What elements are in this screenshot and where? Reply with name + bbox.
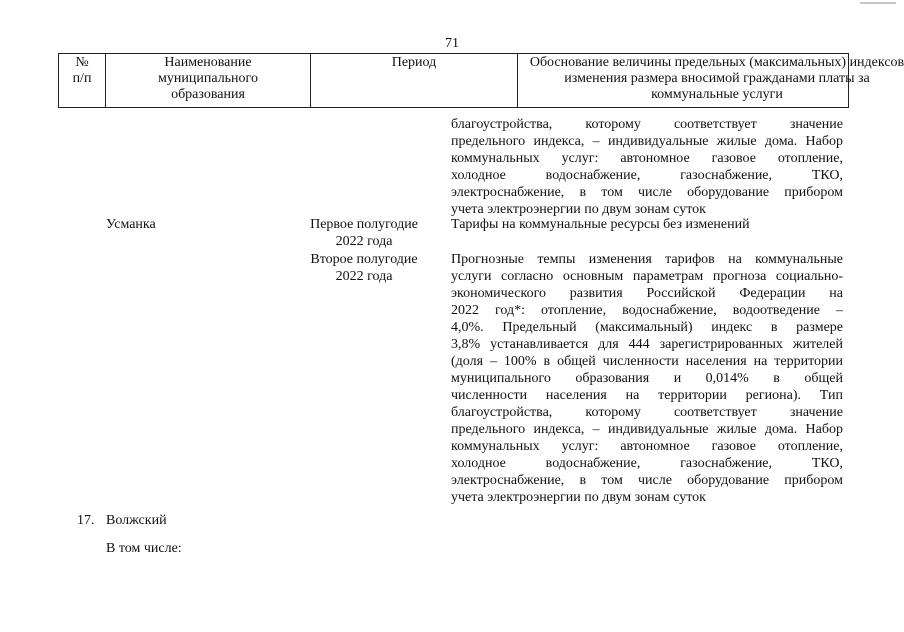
basis-line: 4,0%. Предельный (максимальный) индекс в размере bbox=[451, 320, 843, 335]
header-num bbox=[59, 54, 106, 108]
continuation-line: холодное водоснабжение, газоснабжение, ТКО, bbox=[451, 168, 843, 183]
header-period bbox=[311, 54, 518, 108]
continuation-text bbox=[451, 116, 843, 218]
basis-line: учета электроэнергии по двум зонам суток bbox=[451, 490, 706, 505]
row-number: 17. bbox=[77, 513, 95, 528]
subsection-label: В том числе: bbox=[106, 541, 182, 556]
continuation-line: предельного индекса, – индивидуальные жилые дома. Набор bbox=[451, 134, 843, 149]
header-num-text: № п/п bbox=[72, 55, 92, 86]
basis-line: 2022 год*: отопление, водоснабжение, водоотведение – bbox=[451, 303, 843, 318]
basis-line: 3,8% устанавливается для 444 зарегистрированных жителей bbox=[451, 337, 843, 352]
basis-line: муниципального образования и 0,014% в общей bbox=[451, 371, 843, 386]
continuation-line: коммунальных услуг: автономное газовое отопление, bbox=[451, 151, 843, 166]
page-number: 71 bbox=[445, 36, 459, 51]
continuation-line: благоустройства, которому соответствует значение bbox=[451, 117, 843, 132]
basis-second-half bbox=[451, 251, 843, 506]
basis-line: электроснабжение, в том числе оборудование прибором bbox=[451, 473, 843, 488]
period-second-half: Второе полугодие 2022 года bbox=[310, 252, 418, 284]
period-first-half: Первое полугодие 2022 года bbox=[310, 217, 418, 249]
header-basis bbox=[518, 54, 904, 108]
continuation-line: электроснабжение, в том числе оборудование прибором bbox=[451, 185, 843, 200]
basis-line: предельного индекса, – индивидуальные жилые дома. Набор bbox=[451, 422, 843, 437]
header-basis-text: Обоснование величины предельных (максимальных) индексов изменения размера вносимой гражданами платы за коммунальные услуги bbox=[529, 55, 904, 102]
basis-line: численности населения на территории региона). Тип bbox=[451, 388, 843, 403]
table-header bbox=[58, 53, 904, 108]
basis-line: услуги согласно основным параметрам прогноза социально- bbox=[451, 269, 843, 284]
scan-artifact bbox=[860, 2, 896, 4]
header-period-text: Период bbox=[391, 55, 437, 70]
header-name-text: Наименование муниципального образования bbox=[158, 55, 258, 102]
basis-line: холодное водоснабжение, газоснабжение, ТКО, bbox=[451, 456, 843, 471]
continuation-line: учета электроэнергии по двум зонам суток bbox=[451, 202, 706, 217]
basis-first-half: Тарифы на коммунальные ресурсы без изменений bbox=[451, 217, 750, 232]
basis-line: Прогнозные темпы изменения тарифов на коммунальные bbox=[451, 252, 843, 267]
municipality-name: Усманка bbox=[106, 217, 156, 232]
basis-line: коммунальных услуг: автономное газовое отопление, bbox=[451, 439, 843, 454]
basis-line: благоустройства, которому соответствует значение bbox=[451, 405, 843, 420]
basis-line: (доля – 100% в общей численности населения на территории bbox=[451, 354, 843, 369]
header-name bbox=[106, 54, 311, 108]
municipality-name: Волжский bbox=[106, 513, 167, 528]
basis-line: экономического развития Российской Федерации на bbox=[451, 286, 843, 301]
